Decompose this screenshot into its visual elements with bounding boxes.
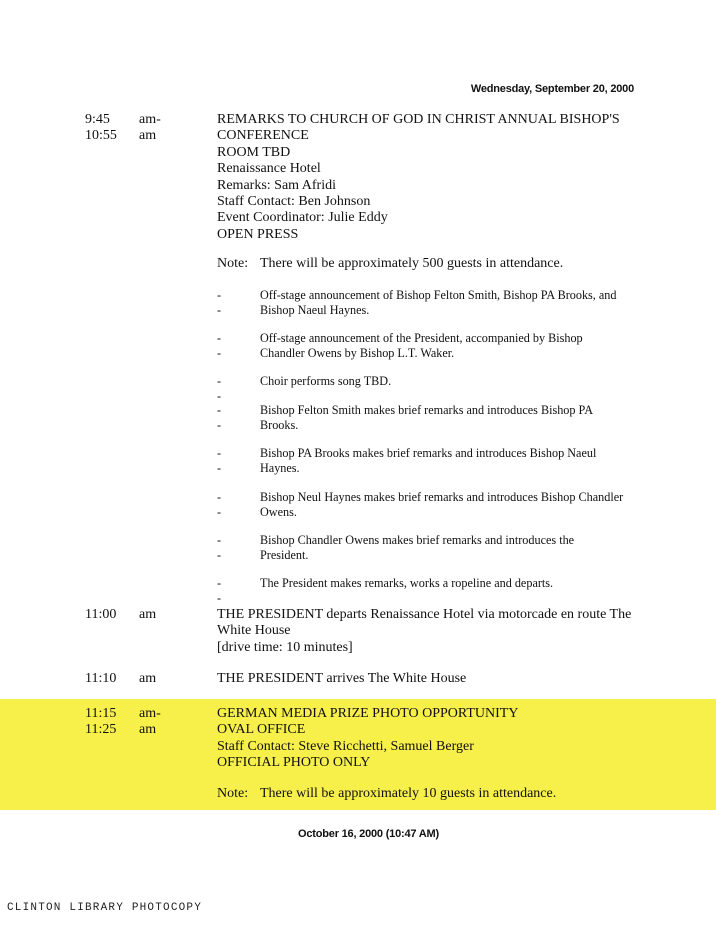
event-time-start: 11:00 xyxy=(85,607,117,622)
event-description: THE PRESIDENT arrives The White House xyxy=(217,671,467,686)
event-location: Renaissance Hotel xyxy=(217,161,321,177)
dash: -- xyxy=(217,533,222,562)
event-time-start: 9:45 10:55 xyxy=(85,112,117,144)
event-description: THE PRESIDENT departs Renaissance Hotel via motorcade en route The White House xyxy=(217,607,632,639)
event-room: ROOM TBD xyxy=(217,144,291,160)
event-details xyxy=(217,671,466,687)
note-label: Note: xyxy=(217,786,249,801)
dash: -- xyxy=(217,331,222,360)
program-item-text: Off-stage announcement of Bishop Felton Smith, Bishop PA Brooks, and Bishop Naeul Haynes. xyxy=(260,288,617,317)
program-item-text: Bishop Chandler Owens makes brief remarks and introduces the President. xyxy=(260,533,575,562)
event-drive-time: [drive time: 10 minutes] xyxy=(217,639,353,655)
event-ampm: am xyxy=(139,607,157,622)
note-label: Note: xyxy=(217,256,249,271)
dash: -- xyxy=(217,446,222,475)
note-text: There will be approximately 500 guests in attendance. xyxy=(260,256,564,271)
dash: -- xyxy=(217,490,222,519)
header-date: Wednesday, September 20, 2000 xyxy=(470,83,634,95)
event-ampm: am xyxy=(139,671,157,686)
note-text: There will be approximately 10 guests in attendance. xyxy=(260,786,557,801)
program-item-text: Choir performs song TBD. xyxy=(260,374,392,388)
dash: -- xyxy=(217,374,222,403)
dash: -- xyxy=(217,403,222,432)
event-title-line-1: REMARKS TO CHURCH OF GOD IN CHRIST ANNUAL BISHOP'S xyxy=(217,112,620,127)
program-item-text: Bishop Neul Haynes makes brief remarks and introduces Bishop Chandler Owens. xyxy=(260,490,624,519)
event-title-line-2: CONFERENCE xyxy=(217,128,309,144)
library-photocopy-stamp: CLINTON LIBRARY PHOTOCOPY xyxy=(7,902,203,914)
event-title: GERMAN MEDIA PRIZE PHOTO OPPORTUNITY xyxy=(217,706,519,721)
program-item-text: Bishop Felton Smith makes brief remarks and introduces Bishop PA Brooks. xyxy=(260,403,593,432)
program-item-text: Bishop PA Brooks makes brief remarks and introduces Bishop Naeul Haynes. xyxy=(260,446,597,475)
event-ampm: am- am xyxy=(139,112,161,144)
event-location: OVAL OFFICE xyxy=(217,722,306,738)
event-press: OFFICIAL PHOTO ONLY xyxy=(217,755,371,771)
event-staff-contact: Staff Contact: Steve Ricchetti, Samuel Berger xyxy=(217,738,474,754)
event-ampm: am- am xyxy=(139,706,161,738)
event-press: OPEN PRESS xyxy=(217,226,299,242)
event-time-start: 11:10 xyxy=(85,671,117,686)
footer-date: October 16, 2000 (10:47 AM) xyxy=(298,828,439,840)
program-item-text: The President makes remarks, works a ropeline and departs. xyxy=(260,576,554,590)
event-time-start: 11:15 11:25 xyxy=(85,706,117,738)
program-item-text: Off-stage announcement of the President, accompanied by Bishop Chandler Owens by Bishop L.T. Waker. xyxy=(260,331,583,360)
dash: -- xyxy=(217,288,222,317)
event-details xyxy=(217,706,518,772)
dash: -- xyxy=(217,576,222,605)
event-coordinator: Event Coordinator: Julie Eddy xyxy=(217,210,388,226)
event-remarks-by: Remarks: Sam Afridi xyxy=(217,177,336,193)
event-staff-contact: Staff Contact: Ben Johnson xyxy=(217,194,371,210)
event-details xyxy=(217,112,620,243)
event-details xyxy=(217,607,642,656)
